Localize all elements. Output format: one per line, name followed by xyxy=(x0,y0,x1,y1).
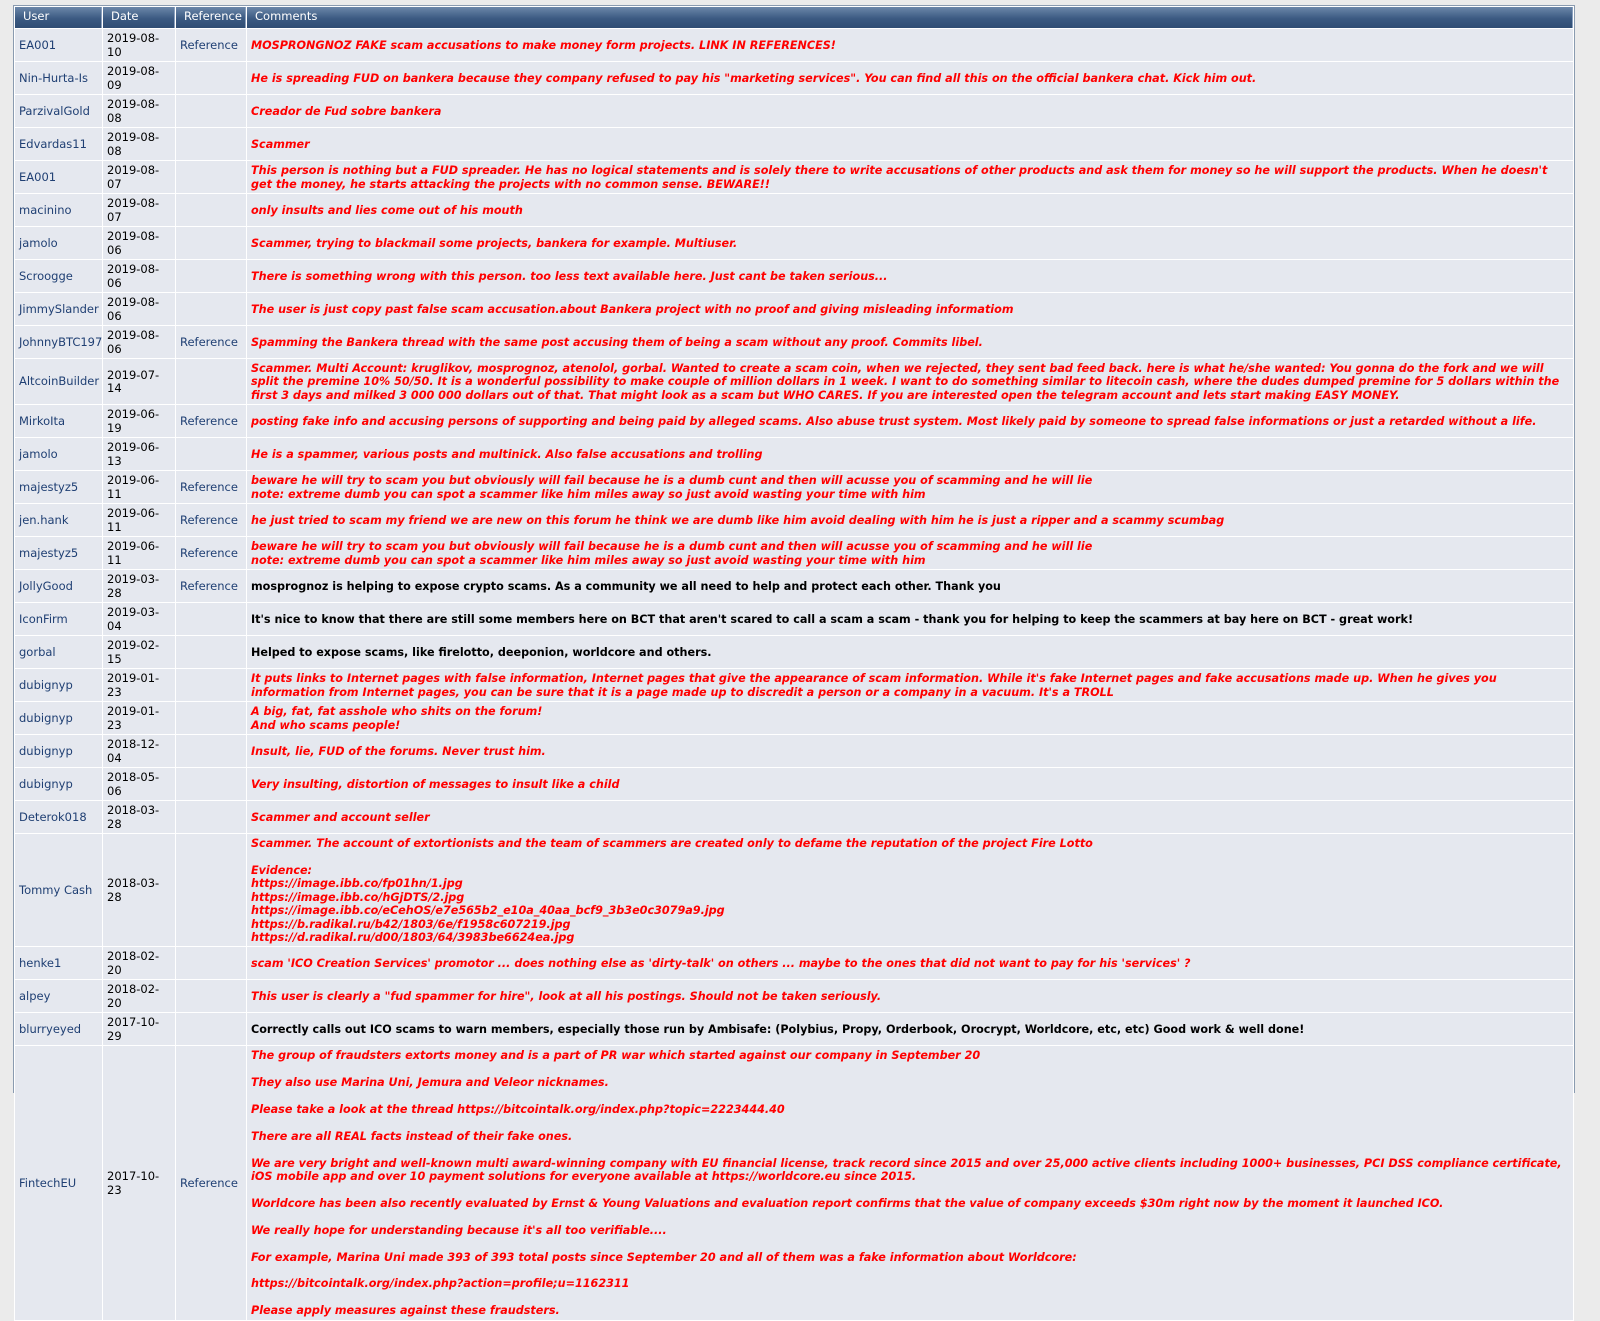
feedback-date: 2017-10-23 xyxy=(103,1046,175,1319)
feedback-comment: He is a spammer, various posts and multinick. Also false accusations and trolling xyxy=(247,438,1573,470)
user-link[interactable]: dubignyp xyxy=(15,735,102,767)
user-link[interactable]: blurryeyed xyxy=(15,1013,102,1045)
reference-link[interactable]: Reference xyxy=(176,326,246,358)
feedback-comment: He is spreading FUD on bankera because they company refused to pay his "marketing services". You can find all this on the official bankera chat. Kick him out. xyxy=(247,62,1573,94)
user-link[interactable]: jamolo xyxy=(15,227,102,259)
user-link[interactable]: Nin-Hurta-Is xyxy=(15,62,102,94)
reference-link xyxy=(176,801,246,833)
user-link[interactable]: Deterok018 xyxy=(15,801,102,833)
feedback-comment: It puts links to Internet pages with false information, Internet pages that give the appearance of scam information. While it's fake Internet pages and fake accusations made up. When he gives you information from Internet pages, you can be sure that it is a page made up to discredit a person or a company in a vacuum. It's a TROLL xyxy=(247,669,1573,701)
table-row xyxy=(15,947,1573,979)
table-row xyxy=(15,1046,1573,1319)
feedback-comment: Correctly calls out ICO scams to warn members, especially those run by Ambisafe: (Polybius, Propy, Orderbook, Orocrypt, Worldcore, etc, etc) Good work & well done! xyxy=(247,1013,1573,1045)
user-link[interactable]: FintechEU xyxy=(15,1046,102,1319)
user-link[interactable]: majestyz5 xyxy=(15,537,102,569)
feedback-date: 2018-05-06 xyxy=(103,768,175,800)
table-row xyxy=(15,636,1573,668)
reference-link xyxy=(176,161,246,193)
table-row xyxy=(15,95,1573,127)
feedback-comment: beware he will try to scam you but obviously will fail because he is a dumb cunt and then will acusse you of scamming and he will lie note: extreme dumb you can spot a scammer like him miles away so just avoid wasting your time with him xyxy=(247,471,1573,503)
table-row xyxy=(15,260,1573,292)
table-row xyxy=(15,326,1573,358)
table-row xyxy=(15,161,1573,193)
reference-link[interactable]: Reference xyxy=(176,405,246,437)
feedback-comment: MOSPRONGNOZ FAKE scam accusations to make money form projects. LINK IN REFERENCES! xyxy=(247,29,1573,61)
user-link[interactable]: macinino xyxy=(15,194,102,226)
user-link[interactable]: Scroogge xyxy=(15,260,102,292)
feedback-comment: Creador de Fud sobre bankera xyxy=(247,95,1573,127)
table-row xyxy=(15,29,1573,61)
table-row xyxy=(15,801,1573,833)
feedback-comment: posting fake info and accusing persons of supporting and being paid by alleged scams. Also abuse trust system. Most likely paid by someone to spread false informations or just a retarded without a life. xyxy=(247,405,1573,437)
feedback-date: 2019-06-13 xyxy=(103,438,175,470)
trust-feedback-table xyxy=(14,6,1574,1321)
reference-link xyxy=(176,62,246,94)
user-link[interactable]: EA001 xyxy=(15,29,102,61)
table-row xyxy=(15,1013,1573,1045)
table-row xyxy=(15,834,1573,946)
table-row xyxy=(15,194,1573,226)
reference-link xyxy=(176,834,246,946)
reference-link[interactable]: Reference xyxy=(176,537,246,569)
user-link[interactable]: henke1 xyxy=(15,947,102,979)
feedback-comment: only insults and lies come out of his mouth xyxy=(247,194,1573,226)
user-link[interactable]: alpey xyxy=(15,980,102,1012)
user-link[interactable]: IconFirm xyxy=(15,603,102,635)
reference-link[interactable]: Reference xyxy=(176,504,246,536)
user-link[interactable]: Tommy Cash xyxy=(15,834,102,946)
column-header-user[interactable]: User xyxy=(15,7,102,28)
reference-link xyxy=(176,227,246,259)
feedback-date: 2018-12-04 xyxy=(103,735,175,767)
reference-link[interactable]: Reference xyxy=(176,471,246,503)
reference-link xyxy=(176,128,246,160)
user-link[interactable]: JohnnyBTC197 xyxy=(15,326,102,358)
feedback-date: 2019-08-06 xyxy=(103,260,175,292)
feedback-date: 2018-03-28 xyxy=(103,801,175,833)
feedback-date: 2018-02-20 xyxy=(103,947,175,979)
feedback-date: 2019-02-15 xyxy=(103,636,175,668)
column-header-comments[interactable]: Comments xyxy=(247,7,1573,28)
feedback-date: 2019-06-11 xyxy=(103,537,175,569)
feedback-comment: A big, fat, fat asshole who shits on the forum! And who scams people! xyxy=(247,702,1573,734)
feedback-date: 2019-08-08 xyxy=(103,128,175,160)
feedback-comment: The group of fraudsters extorts money and is a part of PR war which started against our company in September 20 They also use Marina Uni, Jemura and Veleor nicknames. Please take a look at the thread https://bitcointalk.org/index.php?topic=2223444.40 There are all REAL facts instead of their fake ones. We are very bright and well-known multi award-winning company with EU financial license, track record since 2015 and over 25,000 active clients including 1000+ businesses, PCI DSS compliance certificate, iOS mobile app and over 10 payment solutions for everyone available at https://worldcore.eu since 2015. Worldcore has been also recently evaluated by Ernst & Young Valuations and evaluation report confirms that the value of company exceeds $30m right now by the moment it launched ICO. We really hope for understanding because it's all too verifiable.... For example, Marina Uni made 393 of 393 total posts since September 20 and all of them was a fake information about Worldcore: https://bitcointalk.org/index.php?action=profile;u=1162311 Please apply measures against these fraudsters. xyxy=(247,1046,1573,1319)
reference-link[interactable]: Reference xyxy=(176,1046,246,1319)
reference-link xyxy=(176,438,246,470)
feedback-comment: The user is just copy past false scam accusation.about Bankera project with no proof and giving misleading informatiom xyxy=(247,293,1573,325)
feedback-comment: This person is nothing but a FUD spreader. He has no logical statements and is solely there to write accusations of other products and ask them for money so he will support the products. When he doesn't get the money, he starts attacking the projects with no common sense. BEWARE!! xyxy=(247,161,1573,193)
feedback-comment: Scammer. Multi Account: kruglikov, mosprognoz, atenolol, gorbal. Wanted to create a scam coin, when we rejected, they sent bad feed back. here is what he/she wanted: You gonna do the fork and we will split the premine 10% 50/50. It is a wonderful possibility to make couple of million dollars in 1 week. I want to do something similar to litecoin cash, where the dudes dumped premine for 5 dollars within the first 3 days and milked 3 000 000 dollars out of that. That might look as a scam but WHO CARES. If you are interested open the telegram account and lets start making EASY MONEY. xyxy=(247,359,1573,404)
table-row xyxy=(15,128,1573,160)
table-row xyxy=(15,359,1573,404)
table-row xyxy=(15,227,1573,259)
feedback-comment: Scammer, trying to blackmail some projects, bankera for example. Multiuser. xyxy=(247,227,1573,259)
user-link[interactable]: gorbal xyxy=(15,636,102,668)
feedback-comment: Scammer xyxy=(247,128,1573,160)
feedback-date: 2019-07-14 xyxy=(103,359,175,404)
feedback-comment: Very insulting, distortion of messages to insult like a child xyxy=(247,768,1573,800)
table-row xyxy=(15,702,1573,734)
table-row xyxy=(15,405,1573,437)
feedback-comment: Insult, lie, FUD of the forums. Never trust him. xyxy=(247,735,1573,767)
feedback-date: 2019-01-23 xyxy=(103,702,175,734)
reference-link xyxy=(176,636,246,668)
user-link[interactable]: dubignyp xyxy=(15,702,102,734)
feedback-comment: This user is clearly a "fud spammer for hire", look at all his postings. Should not be taken seriously. xyxy=(247,980,1573,1012)
feedback-date: 2019-08-08 xyxy=(103,95,175,127)
feedback-comment: Scammer and account seller xyxy=(247,801,1573,833)
feedback-comment: scam 'ICO Creation Services' promotor ... does nothing else as 'dirty-talk' on others ... maybe to the ones that did not want to pay for his 'services' ? xyxy=(247,947,1573,979)
table-row xyxy=(15,62,1573,94)
user-link[interactable]: JimmySlander xyxy=(15,293,102,325)
reference-link xyxy=(176,980,246,1012)
feedback-date: 2019-08-07 xyxy=(103,194,175,226)
feedback-date: 2019-08-07 xyxy=(103,161,175,193)
reference-link xyxy=(176,293,246,325)
feedback-date: 2019-08-06 xyxy=(103,227,175,259)
feedback-comment: It's nice to know that there are still some members here on BCT that aren't scared to call a scam a scam - thank you for helping to keep the scammers at bay here on BCT - great work! xyxy=(247,603,1573,635)
table-row xyxy=(15,537,1573,569)
user-link[interactable]: majestyz5 xyxy=(15,471,102,503)
user-link[interactable]: AltcoinBuilder xyxy=(15,359,102,404)
reference-link xyxy=(176,702,246,734)
feedback-comment: beware he will try to scam you but obviously will fail because he is a dumb cunt and then will acusse you of scamming and he will lie note: extreme dumb you can spot a scammer like him miles away so just avoid wasting your time with him xyxy=(247,537,1573,569)
user-link[interactable]: jen.hank xyxy=(15,504,102,536)
reference-link xyxy=(176,669,246,701)
feedback-comment: Spamming the Bankera thread with the same post accusing them of being a scam without any proof. Commits libel. xyxy=(247,326,1573,358)
table-row xyxy=(15,438,1573,470)
user-link[interactable]: ParzivalGold xyxy=(15,95,102,127)
user-link[interactable]: EA001 xyxy=(15,161,102,193)
reference-link xyxy=(176,735,246,767)
table-row xyxy=(15,603,1573,635)
trust-feedback-panel xyxy=(13,5,1575,1318)
user-link[interactable]: jamolo xyxy=(15,438,102,470)
table-row xyxy=(15,735,1573,767)
feedback-comment: he just tried to scam my friend we are new on this forum he think we are dumb like him avoid dealing with him he is just a ripper and a scammy scumbag xyxy=(247,504,1573,536)
table-row xyxy=(15,980,1573,1012)
table-row xyxy=(15,504,1573,536)
reference-link xyxy=(176,95,246,127)
feedback-date: 2019-08-10 xyxy=(103,29,175,61)
reference-link xyxy=(176,260,246,292)
feedback-date: 2019-06-11 xyxy=(103,471,175,503)
feedback-date: 2019-03-28 xyxy=(103,570,175,602)
feedback-date: 2019-06-19 xyxy=(103,405,175,437)
feedback-date: 2018-02-20 xyxy=(103,980,175,1012)
feedback-date: 2019-01-23 xyxy=(103,669,175,701)
reference-link xyxy=(176,603,246,635)
user-link[interactable]: dubignyp xyxy=(15,768,102,800)
feedback-comment: There is something wrong with this person. too less text available here. Just cant be taken serious... xyxy=(247,260,1573,292)
column-header-reference[interactable]: Reference xyxy=(176,7,246,28)
reference-link xyxy=(176,359,246,404)
feedback-date: 2019-03-04 xyxy=(103,603,175,635)
user-link[interactable]: JollyGood xyxy=(15,570,102,602)
feedback-date: 2019-08-06 xyxy=(103,293,175,325)
table-row xyxy=(15,471,1573,503)
user-link[interactable]: MirkoIta xyxy=(15,405,102,437)
table-header-row xyxy=(15,7,1573,28)
feedback-date: 2019-08-09 xyxy=(103,62,175,94)
table-body xyxy=(15,29,1573,1320)
feedback-date: 2018-03-28 xyxy=(103,834,175,946)
reference-link[interactable]: Reference xyxy=(176,570,246,602)
feedback-date: 2017-10-29 xyxy=(103,1013,175,1045)
reference-link xyxy=(176,768,246,800)
table-row xyxy=(15,669,1573,701)
reference-link xyxy=(176,947,246,979)
feedback-comment: Scammer. The account of extortionists and the team of scammers are created only to defame the reputation of the project Fire Lotto Evidence: https://image.ibb.co/fp01hn/1.jpg https://image.ibb.co/hGjDTS/2.jpg https://image.ibb.co/eCehOS/e7e565b2_e10a_40aa_bcf9_3b3e0c3079a9.jpg https://b.radikal.ru/b42/1803/6e/f1958c607219.jpg https://d.radikal.ru/d00/1803/64/3983be6624ea.jpg xyxy=(247,834,1573,946)
reference-link[interactable]: Reference xyxy=(176,29,246,61)
table-row xyxy=(15,768,1573,800)
column-header-date[interactable]: Date xyxy=(103,7,175,28)
reference-link xyxy=(176,1013,246,1045)
table-row xyxy=(15,570,1573,602)
feedback-date: 2019-06-11 xyxy=(103,504,175,536)
user-link[interactable]: Edvardas11 xyxy=(15,128,102,160)
user-link[interactable]: dubignyp xyxy=(15,669,102,701)
table-row xyxy=(15,293,1573,325)
feedback-comment: mosprognoz is helping to expose crypto scams. As a community we all need to help and protect each other. Thank you xyxy=(247,570,1573,602)
reference-link xyxy=(176,194,246,226)
feedback-comment: Helped to expose scams, like firelotto, deeponion, worldcore and others. xyxy=(247,636,1573,668)
feedback-date: 2019-08-06 xyxy=(103,326,175,358)
